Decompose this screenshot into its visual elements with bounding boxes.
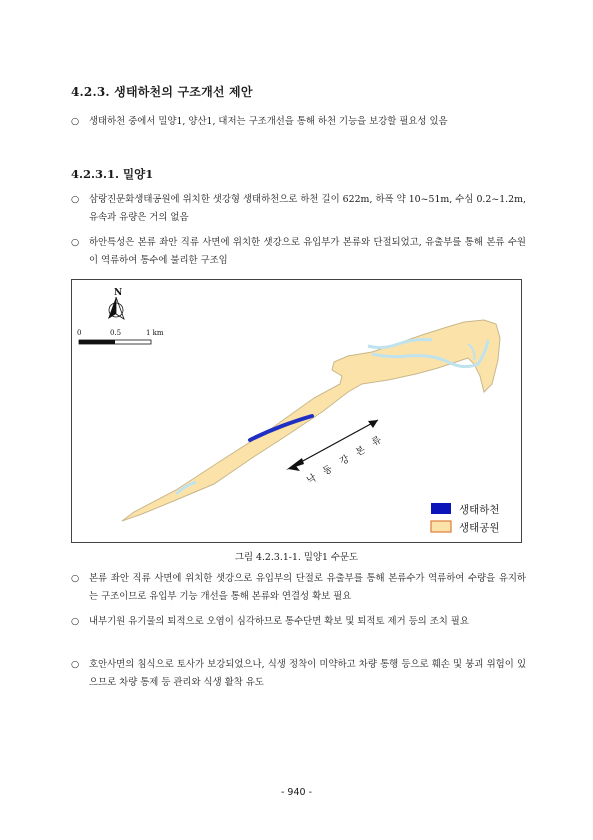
svg-text:낙: 낙 — [305, 472, 319, 487]
bullet-marker: ○ — [71, 573, 80, 584]
svg-text:0.5: 0.5 — [110, 329, 122, 337]
north-arrow-icon — [108, 288, 124, 319]
bullet-text: 하안특성은 본류 좌안 직류 사면에 위치한 샛강으로 유입부가 본류와 단절되었고, 유출부를 통해 본류 수원이 역류하여 통수에 불리한 구조임 — [89, 237, 526, 266]
flow-direction-arrow — [286, 420, 378, 471]
bullet-item — [71, 234, 526, 269]
svg-text:N: N — [114, 288, 123, 298]
intro-paragraph — [71, 113, 526, 131]
bullet-marker: ○ — [71, 659, 80, 670]
legend-label-park: 생태공원 — [459, 522, 500, 534]
map-legend — [431, 503, 500, 534]
page-number: - 940 - — [280, 787, 313, 798]
river-label — [305, 434, 384, 486]
bullet-text: 본류 좌안 직류 사면에 위치한 샛강으로 유입부의 단절로 유출부를 통해 본류수가 역류하여 수량을 유지하는 구조이므로 유입부 기능 개선을 통해 본류와 연결성 확보 필요 — [89, 573, 526, 602]
bullet-text: 호안사면의 침식으로 토사가 보강되었으나, 식생 정착이 미약하고 차량 통행 등으로 훼손 및 붕괴 위험이 있으므로 차량 통제 등 관리와 식생 활착 유도 — [89, 659, 526, 688]
svg-text:0: 0 — [77, 329, 82, 337]
svg-text:본: 본 — [354, 444, 368, 459]
bullet-text: 삼랑진문화생태공원에 위치한 샛강형 생태하천으로 하천 길이 622m, 하폭 약 10~51m, 수심 0.2~1.2m, 유속과 유량은 거의 없음 — [89, 194, 526, 223]
subsection-title: 4.2.3.1. 밀양1 — [71, 167, 154, 181]
bullet-marker: ○ — [71, 237, 80, 248]
legend-swatch-stream — [431, 503, 451, 514]
section-title: 4.2.3. 생태하천의 구조개선 제안 — [71, 85, 253, 99]
figure-caption: 그림 4.2.3.1-1. 밀양1 수문도 — [234, 552, 359, 563]
bullet-text: 내부기원 유기물의 퇴적으로 오염이 심각하므로 통수단면 확보 및 퇴적토 제거 등의 조치 필요 — [89, 616, 469, 627]
legend-label-stream: 생태하천 — [459, 504, 500, 516]
svg-text:동: 동 — [321, 463, 335, 478]
svg-text:1 km: 1 km — [146, 329, 164, 337]
intro-text: 생태하천 중에서 밀양1, 양산1, 대저는 구조개선을 통해 하천 기능을 보강할 필요성 있음 — [89, 116, 448, 127]
map-canvas — [72, 280, 521, 542]
bullet-marker: ○ — [71, 616, 80, 627]
svg-text:류: 류 — [370, 434, 384, 449]
bullet-item — [71, 191, 526, 226]
bullet-item — [71, 570, 526, 605]
scale-bar — [77, 329, 164, 344]
bullet-item — [71, 656, 526, 691]
bullet-marker: ○ — [71, 116, 80, 127]
svg-text:강: 강 — [338, 453, 352, 468]
bullet-marker: ○ — [71, 194, 80, 205]
bullet-item — [71, 613, 526, 631]
legend-swatch-park — [431, 521, 451, 532]
hydrology-map-figure — [71, 279, 522, 543]
